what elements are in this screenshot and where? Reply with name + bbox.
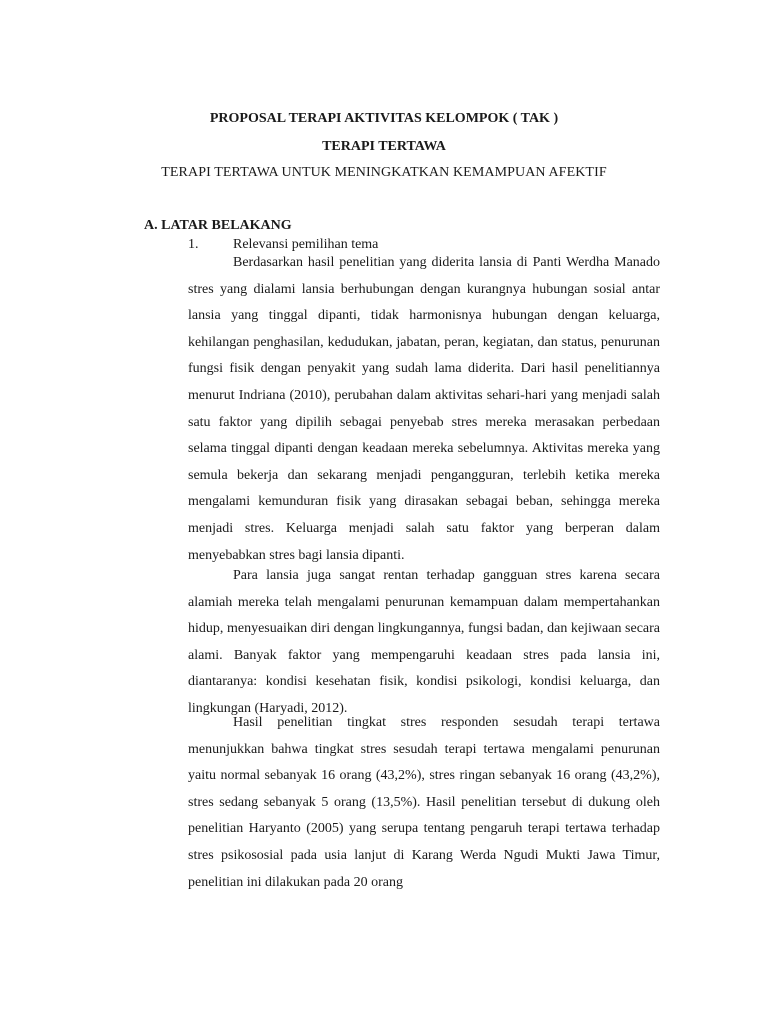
list-item-label: Relevansi pemilihan tema [233, 237, 379, 252]
document-subtitle: TERAPI TERTAWA [322, 139, 446, 154]
document-title: PROPOSAL TERAPI AKTIVITAS KELOMPOK ( TAK ) [209, 111, 559, 126]
paragraph-3: Hasil penelitian tingkat stres responden sesudah terapi tertawa menunjukkan bahwa tingkat stres sesudah terapi tertawa mengalami penurunan yaitu normal sebanyak 16 orang (43,2%), stres ringan sebanyak 16 orang (43,2%), stres sedang sebanyak 5 orang (13,5%). Hasil penelitian tersebut di dukung oleh penelitian Haryanto (2005) yang serupa tentang pengaruh terapi tertawa terhadap stres psikososial pada usia lanjut di Karang Werda Ngudi Mukti Jawa Timur, penelitian ini dilakukan pada 20 orang [188, 715, 660, 890]
section-heading: A. LATAR BELAKANG [144, 218, 292, 233]
list-item-number: 1. [188, 237, 199, 252]
paragraph-2: Para lansia juga sangat rentan terhadap gangguan stres karena secara alamiah mereka telah mengalami penurunan kemampuan dalam mempertahankan hidup, menyesuaikan diri dengan lingkungannya, fungsi badan, dan kejiwaan secara alami. Banyak faktor yang mempengaruhi keadaan stres pada lansia ini, diantaranya: kondisi kesehatan fisik, kondisi psikologi, kondisi keluarga, dan lingkungan (Haryadi, 2012). [188, 568, 660, 716]
paragraph-1: Berdasarkan hasil penelitian yang diderita lansia di Panti Werdha Manado stres yang dialami lansia berhubungan dengan kurangnya hubungan sosial antar lansia yang tinggal dipanti, tidak harmonisnya hubungan dengan keluarga, kehilangan penghasilan, kedudukan, jabatan, peran, kegiatan, dan status, penurunan fungsi fisik dengan penyakit yang sudah lama diderita. Dari hasil penelitiannya menurut Indriana (2010), perubahan dalam aktivitas sehari-hari yang menjadi salah satu faktor yang dipilih sebagai penyebab stres mereka merasakan perbedaan selama tinggal dipanti dengan keadaan mereka sebelumnya. Aktivitas mereka yang semula bekerja dan sekarang menjadi pengangguran, terlebih ketika mereka mengalami kemunduran fisik yang dirasakan sebagai beban, sehingga mereka menjadi stres. Keluarga menjadi salah satu faktor yang berperan dalam menyebabkan stres bagi lansia dipanti. [188, 255, 660, 563]
document-tagline: TERAPI TERTAWA UNTUK MENINGKATKAN KEMAMPUAN AFEKTIF [161, 165, 607, 180]
